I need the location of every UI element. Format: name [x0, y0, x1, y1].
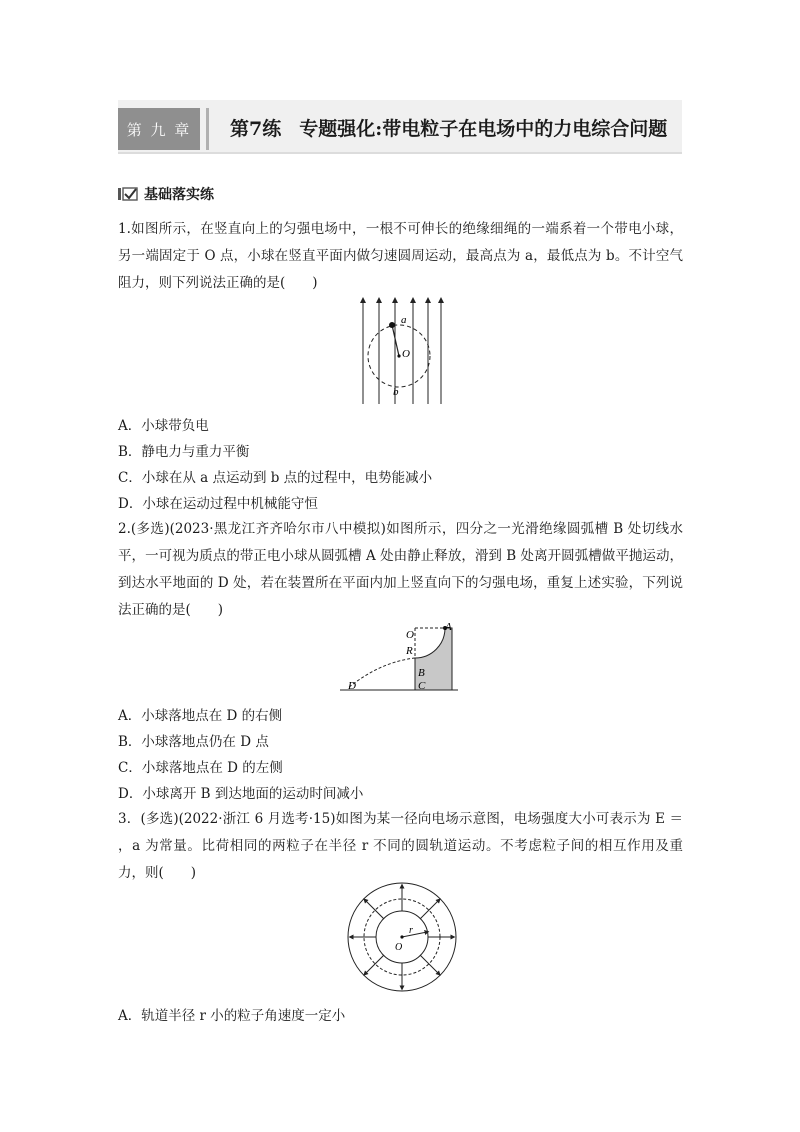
q3-figure — [345, 880, 460, 995]
header-divider — [206, 108, 209, 150]
chapter-tab: 第 九 章 — [118, 108, 200, 150]
label-r: r — [409, 925, 413, 936]
q1-option-b: B．静电力与重力平衡 — [118, 444, 250, 460]
q1-option-a: A．小球带负电 — [118, 418, 209, 434]
center-point — [400, 935, 403, 938]
charged-ball — [389, 322, 395, 328]
label-o: O — [395, 942, 403, 953]
q2-figure — [340, 620, 465, 695]
q3-option-a: A．轨道半径 r 小的粒子角速度一定小 — [118, 1008, 346, 1024]
lesson-title: 专题强化:带电粒子在电场中的力电综合问题 — [299, 118, 668, 140]
trajectory — [348, 658, 415, 688]
label-c: C — [418, 680, 426, 692]
q1-stem: 1.如图所示，在竖直向上的匀强电场中，一根不可伸长的绝缘细绳的一端系着一个带电小球，另一端固定于 O 点，小球在竖直平面内做匀速圆周运动，最高点为 a，最低点为 b。不计空气阻力，则下列说法正确的是( ) — [118, 221, 683, 291]
lesson-number: 第7练 — [230, 118, 282, 140]
q1-option-c: C．小球在从 a 点运动到 b 点的过程中，电势能减小 — [118, 470, 433, 486]
q3-stem: 3．(多选)(2022·浙江 6 月选考·15)如图为某一径向电场示意图，电场强度大小可表示为 E ＝ ，a 为常量。比荷相同的两粒子在半径 r 不同的圆轨道运动。不考虑粒子间的相互作用及重力，则( ) — [118, 811, 683, 881]
label-d: D — [348, 680, 356, 692]
label-o: O — [402, 348, 410, 360]
label-o: O — [406, 629, 414, 641]
q2-option-b: B．小球落地点仍在 D 点 — [118, 734, 269, 750]
q1-option-d: D．小球在运动过程中机械能守恒 — [118, 496, 318, 512]
q1-figure — [355, 296, 445, 406]
label-r: R — [406, 645, 413, 657]
label-a: a — [401, 314, 407, 326]
q2-option-a: A．小球落地点在 D 的右侧 — [118, 708, 283, 724]
q2-option-c: C．小球落地点在 D 的左侧 — [118, 760, 283, 776]
page-title — [230, 114, 667, 141]
radius-arrow — [402, 932, 427, 937]
section-heading — [118, 184, 214, 204]
section-label: 基础落实练 — [144, 187, 214, 203]
pivot-point — [397, 354, 400, 357]
label-b: b — [393, 386, 399, 398]
label-a: A — [445, 621, 452, 633]
q2-option-d: D．小球离开 B 到达地面的运动时间减小 — [118, 786, 364, 802]
q2-stem: 2.(多选)(2023·黑龙江齐齐哈尔市八中模拟)如图所示，四分之一光滑绝缘圆弧槽 B 处切线水平，一可视为质点的带正电小球从圆弧槽 A 处由静止释放，滑到 B 处离开圆弧槽做平抛运动，到达水平地面的 D 处，若在装置所在平面内加上竖直向下的匀强电场，重复上述实验，下列说法正确的是( ) — [118, 521, 683, 618]
label-b: B — [418, 667, 425, 679]
checkbox-icon — [118, 187, 138, 201]
